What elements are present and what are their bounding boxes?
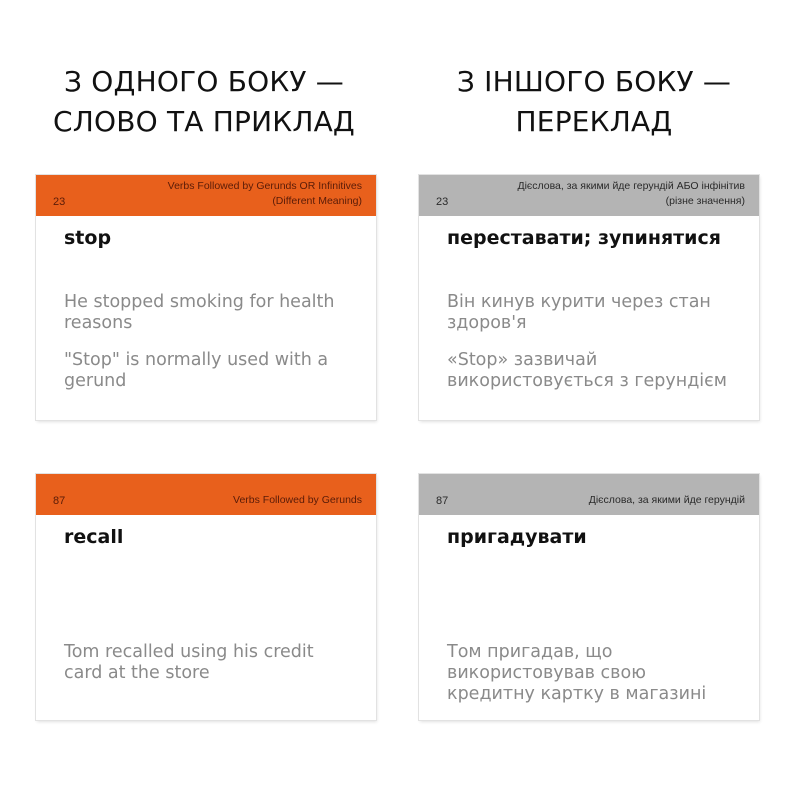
card-example: Том пригадав, що використовував свою кредитну картку в магазині: [447, 642, 707, 704]
heading-line: СЛОВО ТА ПРИКЛАД: [53, 105, 355, 138]
card-examples: [447, 292, 739, 408]
card-category: Verbs Followed by Gerunds OR Infinitives (Different Meaning): [167, 180, 362, 207]
card-header-band: [419, 474, 759, 515]
card-header-band: [419, 175, 759, 216]
card-header-band: [36, 175, 376, 216]
heading-line: ПЕРЕКЛАД: [515, 105, 673, 138]
card-category: Дієслова, за якими йде герундій: [588, 494, 745, 506]
heading-line: З ІНШОГО БОКУ —: [456, 65, 732, 98]
card-number: 23: [436, 196, 449, 208]
card-number: 23: [53, 196, 66, 208]
card-word: recall: [64, 526, 124, 548]
flashcard-front-recall: [36, 474, 376, 720]
card-example: Він кинув курити через стан здоров'я: [447, 292, 711, 333]
heading-front-side: [14, 62, 394, 142]
card-header-band: [36, 474, 376, 515]
card-word: stop: [64, 227, 112, 249]
card-example: «Stop» зазвичай використовується з герундієм: [447, 350, 727, 391]
card-word: переставати; зупинятися: [447, 227, 721, 249]
card-number: 87: [53, 495, 66, 507]
flashcard-back-recall: [419, 474, 759, 720]
card-examples: [64, 642, 356, 700]
flashcard-back-stop: [419, 175, 759, 420]
card-category: Дієслова, за якими йде герундій АБО інфінітив (різне значення): [517, 180, 745, 207]
card-category: Verbs Followed by Gerunds: [233, 494, 362, 506]
card-number: 87: [436, 495, 449, 507]
heading-back-side: [404, 62, 784, 142]
card-example: "Stop" is normally used with a gerund: [64, 350, 329, 391]
flashcard-front-stop: [36, 175, 376, 420]
heading-line: З ОДНОГО БОКУ —: [64, 65, 344, 98]
card-example: Tom recalled using his credit card at the store: [64, 642, 314, 683]
card-examples: [447, 642, 739, 721]
card-word: пригадувати: [447, 526, 587, 548]
card-examples: [64, 292, 356, 408]
card-example: He stopped smoking for health reasons: [64, 292, 335, 333]
